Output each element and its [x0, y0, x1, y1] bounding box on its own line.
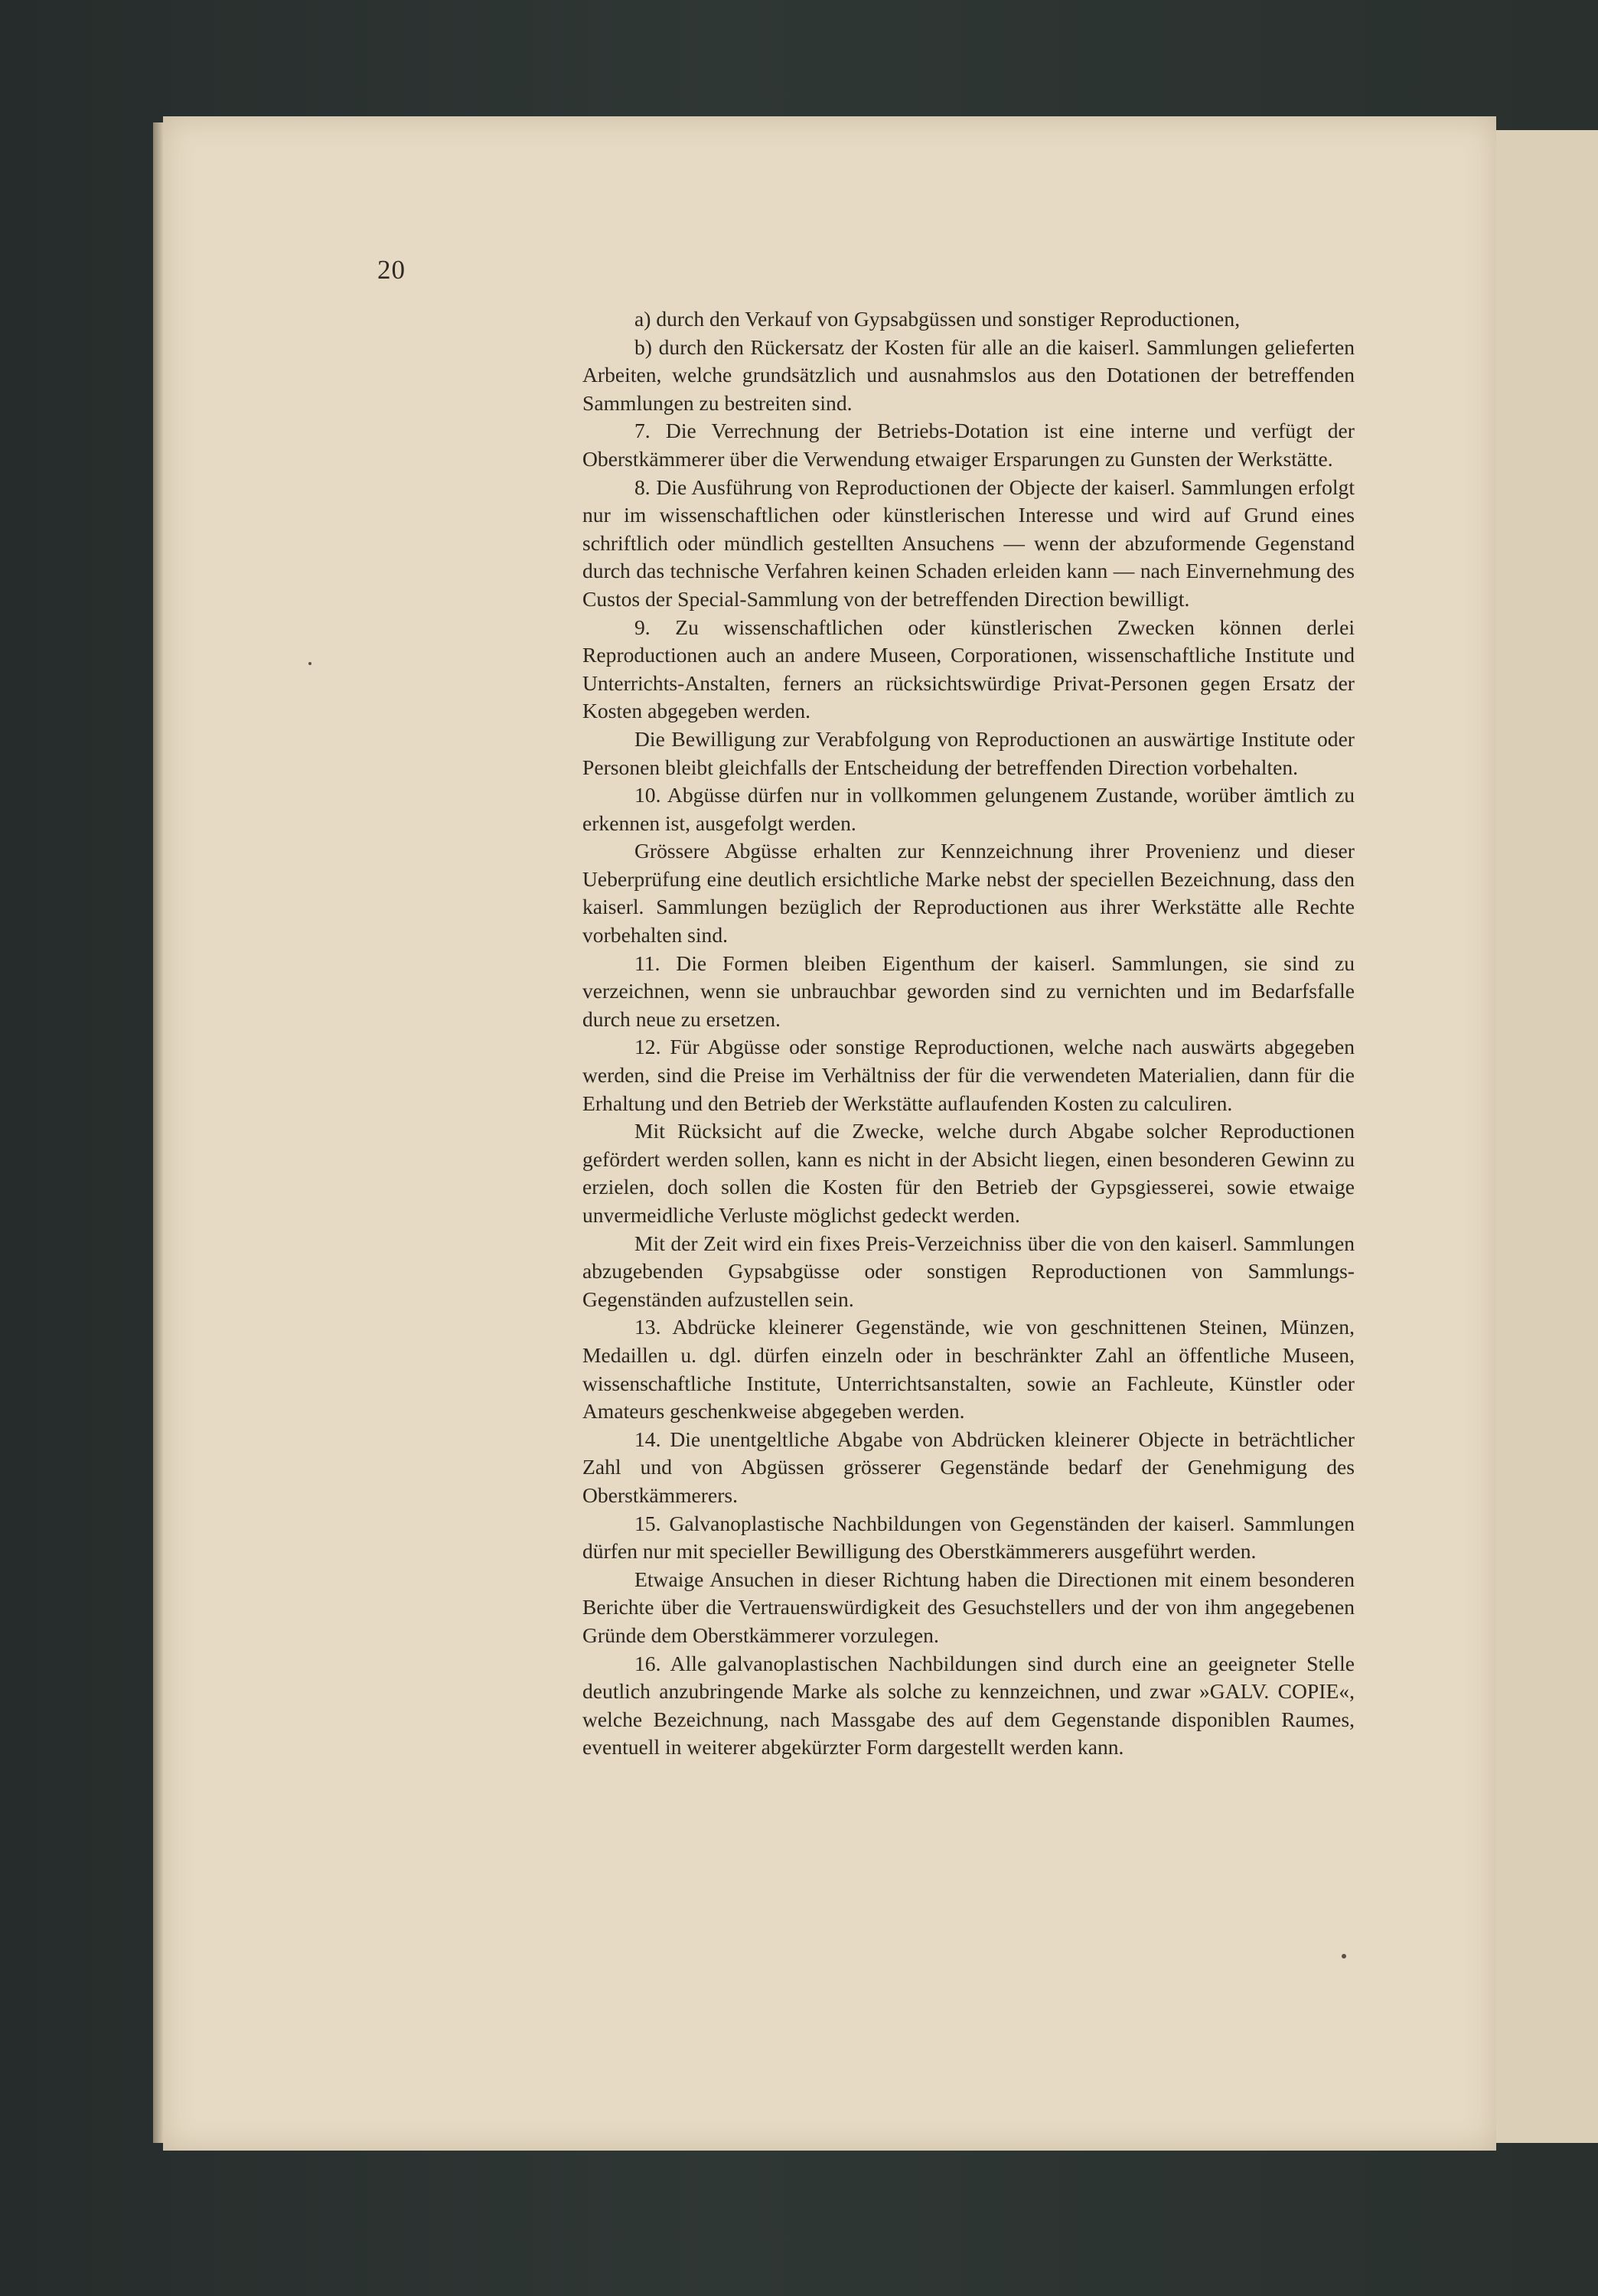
paragraph: Mit der Zeit wird ein fixes Preis-Verzeichniss über die von den kaiserl. Sammlungen abzugebenden Gypsabgüsse oder sonstigen Reproductionen von Sammlungs-Gegenständen aufzustellen sein. [582, 1231, 1355, 1311]
paragraph: Mit Rücksicht auf die Zwecke, welche durch Abgabe solcher Reproductionen gefördert werden sollen, kann es nicht in der Absicht liegen, einen besonderen Gewinn zu erzielen, doch sollen die Kosten für den Betrieb der Gypsgiesserei, sowie etwaige unvermeidliche Verluste möglichst gedeckt werden. [582, 1119, 1355, 1227]
paragraph: 11. Die Formen bleiben Eigenthum der kaiserl. Sammlungen, sie sind zu verzeichnen, wenn sie unbrauchbar geworden sind zu vernichten und im Bedarfsfalle durch neue zu ersetzen. [582, 951, 1355, 1031]
paragraph: 15. Galvanoplastische Nachbildungen von Gegenständen der kaiserl. Sammlungen dürfen nur mit specieller Bewilligung des Oberstkämmerers ausgeführt werden. [582, 1511, 1355, 1564]
paragraph: 12. Für Abgüsse oder sonstige Reproductionen, welche nach auswärts abgegeben werden, sind die Preise im Verhältniss der für die verwendeten Materialien, dann für die Erhaltung und den Betrieb der Werkstätte auflaufenden Kosten zu calculiren. [582, 1035, 1355, 1115]
paragraph: 10. Abgüsse dürfen nur in vollkommen gelungenem Zustande, worüber ämtlich zu erkennen ist, ausgefolgt werden. [582, 783, 1355, 835]
ink-speck [1342, 1954, 1346, 1958]
paragraph: Die Bewilligung zur Verabfolgung von Reproductionen an auswärtige Institute oder Personen bleibt gleichfalls der Entscheidung der betreffenden Direction vorbehalten. [582, 726, 1355, 779]
paragraph: 8. Die Ausführung von Reproductionen der Objecte der kaiserl. Sammlungen erfolgt nur im wissenschaftlichen oder künstlerischen Interesse und wird auf Grund eines schriftlich oder mündlich gestellten Ansuchens — wenn der abzuformende Gegenstand durch das technische Verfahren keinen Schaden erleiden kann — nach Einvernehmung des Custos der Special-Sammlung von der betreffenden Direction bewilligt. [582, 475, 1355, 611]
paragraph: b) durch den Rückersatz der Kosten für alle an die kaiserl. Sammlungen gelieferten Arbeiten, welche grundsätzlich und ausnahmslos aus den Dotationen der betreffenden Sammlungen zu bestreiten sind. [582, 334, 1355, 415]
paragraph: 9. Zu wissenschaftlichen oder künstlerischen Zwecken können derlei Reproductionen auch an andere Museen, Corporationen, wissenschaftliche Institute und Unterrichts-Anstalten, ferners an rücksichtswürdige Privat-Personen gegen Ersatz der Kosten abgegeben werden. [582, 615, 1355, 723]
paragraph: 7. Die Verrechnung der Betriebs-Dotation ist eine interne und verfügt der Oberstkämmerer über die Verwendung etwaiger Ersparungen zu Gunsten der Werkstätte. [582, 419, 1355, 471]
page-binding-edge [153, 122, 164, 2143]
adjacent-page-edge [1491, 130, 1598, 2143]
paragraph: 14. Die unentgeltliche Abgabe von Abdrücken kleinerer Objecte in beträchtlicher Zahl und von Abgüssen grösserer Gegenstände bedarf der Genehmigung des Oberstkämmerers. [582, 1427, 1355, 1507]
paragraph: Etwaige Ansuchen in dieser Richtung haben die Directionen mit einem besonderen Berichte über die Vertrauenswürdigkeit des Gesuchstellers und der von ihm angegebenen Gründe dem Oberstkämmerer vorzulegen. [582, 1567, 1355, 1647]
ink-speck [308, 662, 311, 665]
body-text [582, 305, 1355, 1762]
paragraph: Grössere Abgüsse erhalten zur Kennzeichnung ihrer Provenienz und dieser Ueberprüfung eine deutlich ersichtliche Marke nebst der speciellen Bezeichnung, dass den kaiserl. Sammlungen bezüglich der Reproductionen aus ihrer Werkstätte alle Rechte vorbehalten sind. [582, 839, 1355, 947]
paragraph: 13. Abdrücke kleinerer Gegenstände, wie von geschnittenen Steinen, Münzen, Medaillen u. dgl. dürfen einzeln oder in beschränkter Zahl an öffentliche Museen, wissenschaftliche Institute, Unterrichtsanstalten, sowie an Fachleute, Künstler oder Amateurs geschenkweise abgegeben werden. [582, 1315, 1355, 1424]
paragraph: a) durch den Verkauf von Gypsabgüssen und sonstiger Reproductionen, [634, 307, 1241, 331]
paragraph: 16. Alle galvanoplastischen Nachbildungen sind durch eine an geeigneter Stelle deutlich anzubringende Marke als solche zu kennzeichnen, und zwar »GALV. COPIE«, welche Bezeichnung, nach Massgabe des auf dem Gegenstande disponiblen Raumes, eventuell in weiterer abgekürzter Form dargestellt werden kann. [582, 1651, 1355, 1760]
page-number: 20 [377, 255, 406, 285]
